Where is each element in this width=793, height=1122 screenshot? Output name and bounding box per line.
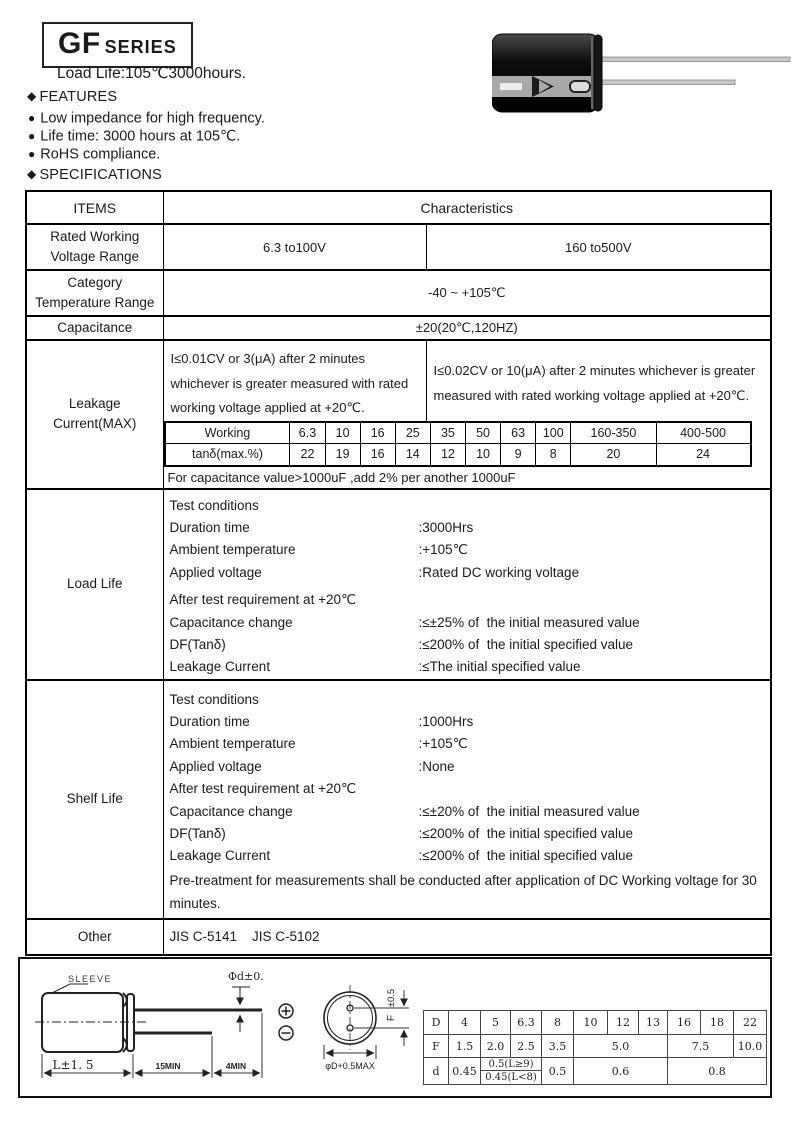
condition-value: :+105℃ xyxy=(418,736,468,752)
working-cell: 35 xyxy=(430,422,465,444)
dim-cell: 0.6 xyxy=(574,1058,668,1085)
voltage-label-line2: Voltage Range xyxy=(50,249,140,264)
tand-cell: 20 xyxy=(571,444,656,466)
dim-cell: 10.0 xyxy=(734,1035,767,1058)
shelf-life-content xyxy=(163,680,771,919)
diameter-row xyxy=(424,1011,767,1035)
condition-line xyxy=(170,517,765,539)
requirement-value: :≤200% of the initial specified value xyxy=(418,636,634,652)
series-title: GF xyxy=(58,27,101,60)
dim-cell: 0.8 xyxy=(668,1058,767,1085)
features-heading xyxy=(27,89,117,105)
requirement-value: :≤The initial specified value xyxy=(418,659,581,675)
table-header-row xyxy=(26,191,771,224)
body-length-label: L±1. 5 xyxy=(52,1058,94,1072)
dim-cell: 12 xyxy=(608,1011,639,1035)
requirement-name: Leakage Current xyxy=(169,848,271,864)
condition-value: :Rated DC working voltage xyxy=(418,564,580,580)
feature-item xyxy=(28,146,265,164)
condition-name: Applied voltage xyxy=(169,564,262,580)
working-row-label: Working xyxy=(165,422,290,444)
other-label: Other xyxy=(26,919,163,955)
tand-table xyxy=(164,421,752,467)
voltage-low-value: 6.3 to100V xyxy=(163,224,426,270)
polarity-dash xyxy=(500,83,522,90)
requirement-value: :≤200% of the initial specified value xyxy=(418,848,634,864)
condition-value: :1000Hrs xyxy=(418,714,474,730)
leakage-label-line2: Current(MAX) xyxy=(53,416,137,432)
dim-cell: 10 xyxy=(574,1011,608,1035)
requirement-name: Leakage Current xyxy=(169,659,271,675)
characteristics-header: Characteristics xyxy=(163,191,771,224)
tand-cell: 24 xyxy=(656,444,750,466)
bullet-icon: ● xyxy=(28,128,36,143)
tand-cell: 8 xyxy=(536,444,571,466)
pretreatment-note: Pre-treatment for measurements shall be conducted after application of DC Working voltage for 30 minutes. xyxy=(169,872,761,911)
working-cell: 25 xyxy=(395,422,430,444)
load-life-row xyxy=(26,489,771,680)
condition-value: :None xyxy=(418,758,455,774)
working-voltage-row xyxy=(165,422,751,444)
tand-cell: 19 xyxy=(325,444,360,466)
temperature-label-line1: Category xyxy=(67,275,123,290)
dimension-table xyxy=(423,1010,767,1085)
capacitance-label: Capacitance xyxy=(26,316,163,340)
voltage-label-line1: Rated Working xyxy=(50,229,140,244)
condition-name: Applied voltage xyxy=(169,758,262,774)
leakage-label-line1: Leakage xyxy=(68,396,121,412)
diameter-label: φD+0.5MAX xyxy=(325,1061,375,1071)
dim-cell: 0.5 xyxy=(542,1058,574,1085)
feature-text: Low impedance for high frequency. xyxy=(40,110,265,127)
requirement-value: :≤200% of the initial specified value xyxy=(418,826,634,842)
working-cell: 10 xyxy=(325,422,360,444)
end-cap xyxy=(594,35,602,111)
after-test-heading: After test requirement at +20℃ xyxy=(169,781,357,797)
tand-cell: 10 xyxy=(465,444,500,466)
features-heading-label: FEATURES xyxy=(39,89,118,105)
voltage-row xyxy=(26,224,771,270)
condition-name: Duration time xyxy=(169,519,250,535)
capacitance-value: ±20(20℃,120HZ) xyxy=(163,316,771,340)
polarity-mark xyxy=(570,81,590,92)
condition-name: Duration time xyxy=(169,714,250,730)
diamond-icon: ◆ xyxy=(27,89,37,103)
dim-cell: 18 xyxy=(701,1011,734,1035)
dim-cell: 4 xyxy=(449,1011,481,1035)
condition-line xyxy=(170,539,765,561)
specifications-heading xyxy=(27,167,162,183)
other-value: JIS C-5141 JIS C-5102 xyxy=(163,919,771,955)
requirement-line xyxy=(170,823,765,845)
shelf-life-label: Shelf Life xyxy=(26,680,163,919)
dim-cell: 22 xyxy=(734,1011,767,1035)
f-tolerance-label: ±0.5 xyxy=(386,988,397,1008)
requirement-name: DF(Tanδ) xyxy=(169,636,226,652)
after-test-heading: After test requirement at +20℃ xyxy=(169,592,357,608)
condition-line xyxy=(170,733,765,755)
temperature-label-line2: Temperature Range xyxy=(35,295,155,310)
tand-cell: 22 xyxy=(290,444,325,466)
series-title-box xyxy=(42,22,193,68)
dim-cell: 5 xyxy=(481,1011,511,1035)
tand-note: For capacitance value>1000uF ,add 2% per another 1000uF xyxy=(163,467,771,489)
tand-table-holder xyxy=(163,421,771,467)
tand-row-label: tanδ(max.%) xyxy=(165,444,290,466)
working-cell: 50 xyxy=(465,422,500,444)
series-title-suffix: SERIES xyxy=(104,37,177,57)
dim-split-top: 0.5(L≥9) xyxy=(481,1058,541,1071)
load-life-label: Load Life xyxy=(26,489,163,680)
sleeve-label: SLEEVE xyxy=(68,974,113,984)
lead-tip-label: 4MIN xyxy=(225,1061,247,1071)
dim-cell: 5.0 xyxy=(574,1035,668,1058)
requirement-value: :≤±25% of the initial measured value xyxy=(418,614,640,630)
dim-cell: 1.5 xyxy=(449,1035,481,1058)
tand-cell: 14 xyxy=(395,444,430,466)
condition-name: Ambient temperature xyxy=(169,736,296,752)
requirement-name: DF(Tanδ) xyxy=(169,826,226,842)
leakage-label xyxy=(26,340,163,489)
condition-line xyxy=(170,711,765,733)
leakage-low-text: I≤0.01CV or 3(μA) after 2 minutes whichever is greater measured with rated working voltage applied at +20℃. xyxy=(163,340,426,421)
condition-value: :+105℃ xyxy=(418,542,468,558)
working-cell: 100 xyxy=(536,422,571,444)
requirement-line xyxy=(170,845,765,867)
load-life-subtitle: Load Life:105℃3000hours. xyxy=(57,65,246,82)
dim-cell: 7.5 xyxy=(668,1035,734,1058)
feature-item xyxy=(28,110,265,128)
tand-cell: 16 xyxy=(360,444,395,466)
tand-cell: 12 xyxy=(430,444,465,466)
feature-item xyxy=(28,128,265,146)
load-life-content xyxy=(163,489,771,680)
working-cell: 6.3 xyxy=(290,422,325,444)
dim-split-bottom: 0.45(L<8) xyxy=(485,1072,537,1083)
dim-cell: 16 xyxy=(668,1011,701,1035)
test-conditions-heading: Test conditions xyxy=(169,691,259,707)
requirement-line xyxy=(170,612,765,634)
temperature-value: -40 ~ +105℃ xyxy=(163,270,771,316)
working-cell: 16 xyxy=(360,422,395,444)
positive-lead xyxy=(598,57,790,62)
lead-length-label: 15MIN xyxy=(155,1061,181,1071)
specifications-heading-label: SPECIFICATIONS xyxy=(39,167,163,183)
dim-cell: 2.5 xyxy=(511,1035,542,1058)
feature-text: RoHS compliance. xyxy=(40,146,161,163)
dim-cell: 6.3 xyxy=(511,1011,542,1035)
requirement-line xyxy=(170,634,765,656)
leakage-row xyxy=(26,340,771,421)
condition-value: :3000Hrs xyxy=(418,519,474,535)
f-label: F xyxy=(386,1014,397,1022)
dim-cell: 3.5 xyxy=(542,1035,574,1058)
condition-line xyxy=(170,756,765,778)
leakage-high-text: I≤0.02CV or 10(μA) after 2 minutes whichever is greater measured with rated working voltage applied at +20℃. xyxy=(426,340,771,421)
polarity-stripe xyxy=(492,76,599,97)
capacitance-row xyxy=(26,316,771,340)
specifications-table xyxy=(25,190,772,956)
requirement-line xyxy=(170,656,765,678)
condition-line xyxy=(170,562,765,584)
dim-cell: 2.0 xyxy=(481,1035,511,1058)
other-row xyxy=(26,919,771,955)
lead-spacing-row xyxy=(424,1035,767,1058)
temperature-label xyxy=(26,270,163,316)
dim-row-label: d xyxy=(424,1058,449,1085)
dimensions-diagram-box xyxy=(18,957,772,1098)
requirement-name: Capacitance change xyxy=(169,803,293,819)
working-cell: 63 xyxy=(501,422,536,444)
working-cell: 400-500 xyxy=(656,422,750,444)
dim-row-label: F xyxy=(424,1035,449,1058)
bullet-icon: ● xyxy=(28,111,36,125)
lead-diameter-row xyxy=(424,1058,767,1085)
requirement-name: Capacitance change xyxy=(169,614,293,630)
tand-values-row xyxy=(165,444,751,466)
test-conditions-heading: Test conditions xyxy=(169,497,259,513)
capacitor-side-view xyxy=(35,984,262,1052)
voltage-label xyxy=(26,224,163,270)
requirement-line xyxy=(170,801,765,823)
features-list xyxy=(28,110,265,163)
dim-row-label: D xyxy=(424,1011,449,1035)
negative-lead xyxy=(598,80,735,85)
feature-text: Life time: 3000 hours at 105℃. xyxy=(40,128,241,145)
working-cell: 160-350 xyxy=(571,422,656,444)
tand-cell: 9 xyxy=(501,444,536,466)
capacitor-body xyxy=(492,34,599,112)
dim-cell: 0.45 xyxy=(449,1058,481,1085)
dim-cell: 13 xyxy=(639,1011,668,1035)
capacitor-photo-drawing xyxy=(492,25,792,115)
diameter-dimension xyxy=(324,1045,376,1059)
dim-split-cell xyxy=(481,1058,542,1085)
diamond-icon: ◆ xyxy=(27,167,37,181)
bullet-icon: ● xyxy=(28,146,36,161)
voltage-high-value: 160 to500V xyxy=(426,224,771,270)
sleeve-leader-line xyxy=(52,984,88,993)
temperature-row xyxy=(26,270,771,316)
requirement-value: :≤±20% of the initial measured value xyxy=(418,803,640,819)
lead-diameter-label: Φd±0. xyxy=(228,970,264,983)
condition-name: Ambient temperature xyxy=(169,542,296,558)
capacitor-end-view xyxy=(324,985,376,1050)
shelf-life-row xyxy=(26,680,771,919)
capacitor-photo xyxy=(492,25,792,115)
dim-cell: 8 xyxy=(542,1011,574,1035)
polarity-symbols xyxy=(279,1004,293,1040)
items-header: ITEMS xyxy=(26,191,163,224)
f-dimension xyxy=(354,990,409,1046)
